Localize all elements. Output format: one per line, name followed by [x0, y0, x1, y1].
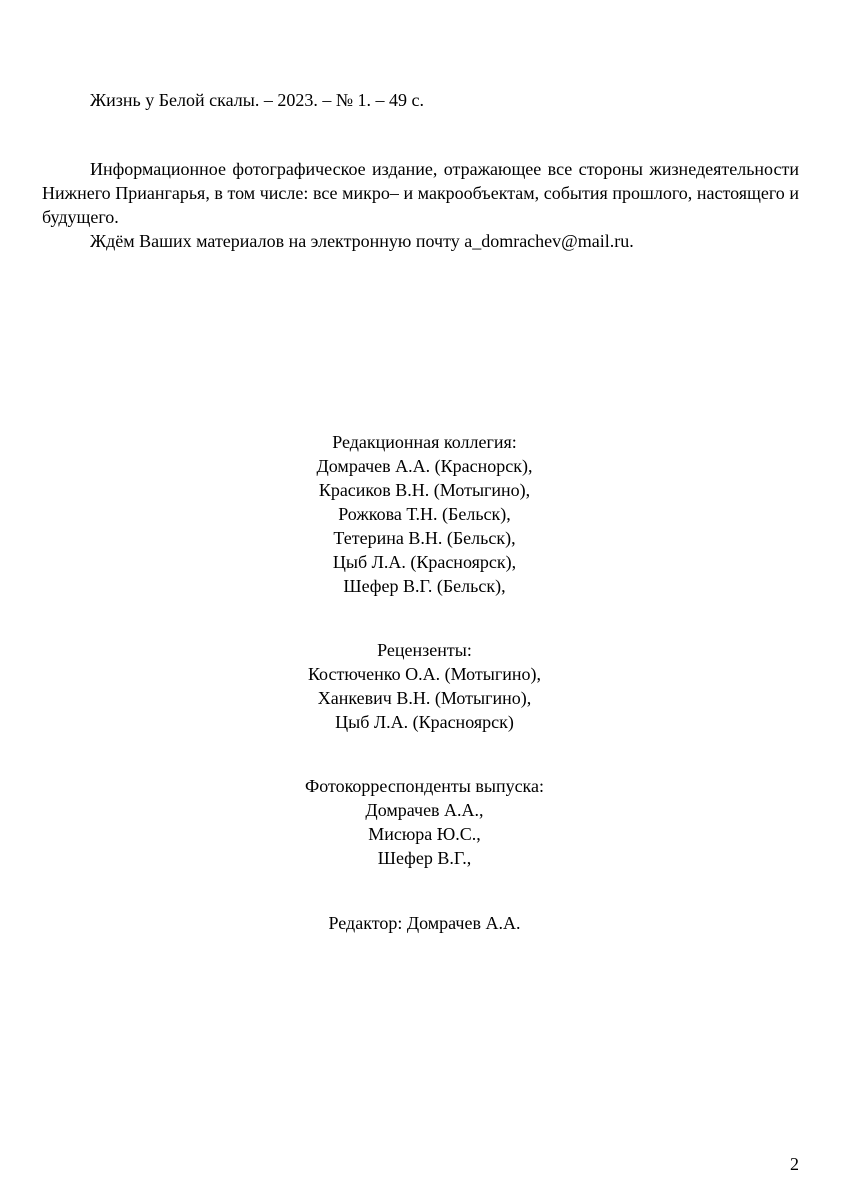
editorial-board-heading: Редакционная коллегия: [332, 432, 517, 452]
editor-line: Редактор: Домрачев А.А. [328, 913, 521, 933]
page-number: 2 [790, 1154, 799, 1174]
reviewer: Костюченко О.А. (Мотыгино), [307, 664, 542, 684]
description-paragraph: Информационное фотографическое издание, отражающее все стороны жизнедеятельности Нижнего Приангарья, в том числе: все микро– и макрообъектам, события прошлого, настоящего и будущего. [42, 159, 799, 227]
photographer: Шефер В.Г., [377, 848, 472, 868]
editorial-board-member: Домрачев А.А. (Краснорск), [316, 456, 533, 476]
editorial-board-member: Шефер В.Г. (Бельск), [343, 576, 506, 596]
reviewers [0, 638, 849, 734]
bibliographic-line: Жизнь у Белой скалы. – 2023. – № 1. – 49 с. [90, 90, 425, 110]
editorial-board-member: Цыб Л.А. (Красноярск), [332, 552, 517, 572]
description-section [42, 157, 799, 253]
editorial-board-member: Рожкова Т.Н. (Бельск), [338, 504, 511, 524]
photographers-heading: Фотокорреспонденты выпуска: [304, 776, 545, 796]
submission-email-line: Ждём Ваших материалов на электронную почту a_domrachev@mail.ru. [90, 231, 634, 251]
editorial-board-member: Тетерина В.Н. (Бельск), [333, 528, 516, 548]
photographer: Домрачев А.А., [365, 800, 484, 820]
editorial-board [0, 430, 849, 598]
photographers [0, 774, 849, 870]
reviewer: Ханкевич В.Н. (Мотыгино), [317, 688, 532, 708]
reviewers-heading: Рецензенты: [377, 640, 472, 660]
editorial-board-member: Красиков В.Н. (Мотыгино), [318, 480, 531, 500]
photographer: Мисюра Ю.С., [368, 824, 481, 844]
reviewer: Цыб Л.А. (Красноярск) [335, 712, 514, 732]
